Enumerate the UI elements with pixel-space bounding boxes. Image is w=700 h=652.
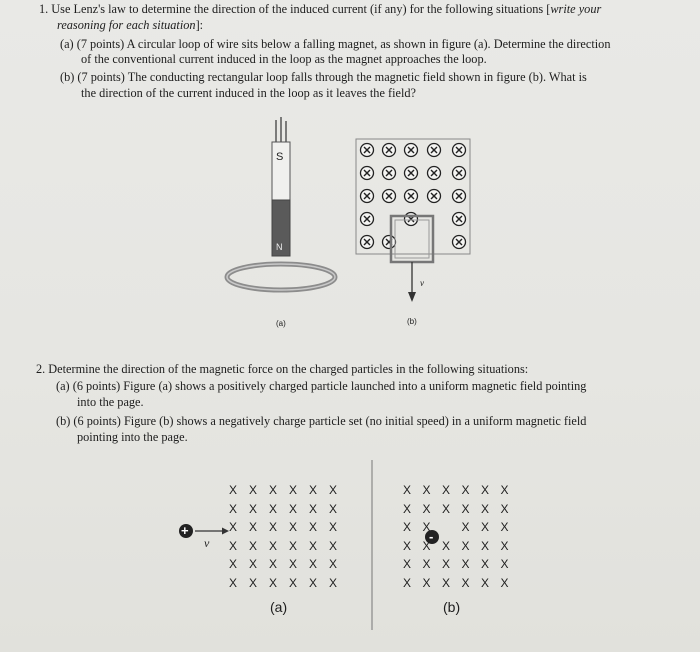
field-x-mark: X — [229, 483, 238, 497]
field-x-mark: X — [481, 575, 490, 590]
q1a-text-line2: of the conventional current induced in the loop as the magnet approaches the loop. — [81, 52, 487, 66]
field-x-mark: X — [461, 557, 470, 571]
field-x-mark: X — [229, 575, 238, 590]
field-x-mark: X — [442, 538, 451, 553]
q1-fig-a-north-pole-label: N — [276, 242, 283, 252]
field-x-mark: X — [309, 520, 318, 534]
q1-fig-b-velocity-label: v — [420, 278, 424, 288]
q2-fig-a-plus-sign: + — [181, 523, 189, 538]
field-x-mark: X — [442, 575, 451, 590]
q2b-text-line1: (b) (6 points) Figure (b) shows a negatively charge particle set (no initial speed) in a uniform magnetic field — [56, 414, 587, 428]
q2-fig-a-velocity-arrow — [195, 528, 229, 535]
field-x-mark: X — [442, 557, 451, 571]
field-x-mark: X — [403, 483, 412, 497]
field-x-mark: X — [289, 575, 298, 590]
field-x-mark: X — [500, 520, 509, 534]
field-x-mark: X — [309, 538, 318, 553]
field-x-mark: X — [249, 520, 258, 534]
q1-prompt-line1: 1. Use Lenz's law to determine the direction of the induced current (if any) for the following situations [write your — [39, 2, 602, 16]
field-x-mark: X — [403, 575, 412, 590]
field-x-mark: X — [481, 538, 490, 553]
field-x-mark: X — [461, 575, 470, 590]
field-x-mark: X — [442, 483, 451, 497]
field-x-mark: X — [249, 501, 258, 516]
q1b-text-line1: (b) (7 points) The conducting rectangular loop falls through the magnetic field shown in figure (b). What is — [60, 70, 587, 84]
field-x-mark: X — [481, 483, 490, 497]
field-x-mark: X — [500, 483, 509, 497]
field-x-mark: X — [249, 538, 258, 553]
field-x-mark: X — [289, 520, 298, 534]
field-x-mark: X — [461, 520, 470, 534]
q1-fig-a-caption: (a) — [276, 319, 286, 328]
field-x-mark: X — [309, 575, 318, 590]
field-x-mark: X — [481, 501, 490, 516]
field-x-mark: X — [269, 483, 278, 497]
field-x-mark: X — [309, 501, 318, 516]
field-x-mark: X — [500, 538, 509, 553]
field-x-mark: X — [229, 538, 238, 553]
field-x-mark: X — [329, 557, 338, 571]
field-x-mark: X — [289, 538, 298, 553]
q1b-text-line2: the direction of the current induced in the loop as it leaves the field? — [81, 86, 416, 100]
field-x-mark: X — [481, 557, 490, 571]
q2-fig-b-caption: (b) — [443, 599, 461, 615]
q2a-text-line2: into the page. — [77, 395, 144, 409]
field-x-mark: X — [422, 575, 431, 590]
q1a-text-line1: (a) (7 points) A circular loop of wire sits below a falling magnet, as shown in figure (a). Determine the direction — [60, 37, 611, 51]
field-x-mark: X — [269, 557, 278, 571]
field-x-mark: X — [329, 501, 338, 516]
field-x-mark: X — [403, 538, 412, 553]
field-x-mark: X — [329, 538, 338, 553]
field-x-mark: X — [422, 483, 431, 497]
field-x-mark: X — [403, 520, 412, 534]
field-x-mark: X — [500, 557, 509, 571]
q1-fig-b-caption: (b) — [407, 317, 417, 326]
field-x-mark: X — [329, 520, 338, 534]
field-x-mark: X — [309, 483, 318, 497]
q1-prompt-line2: reasoning for each situation]: — [57, 18, 204, 32]
field-x-mark: X — [461, 538, 470, 553]
field-x-mark: X — [481, 520, 490, 534]
q2-fig-a-caption: (a) — [270, 599, 288, 615]
q1-fig-a-south-pole-label: S — [276, 151, 284, 163]
field-x-mark: X — [289, 483, 298, 497]
field-x-mark: X — [442, 501, 451, 516]
field-x-mark: X — [249, 557, 258, 571]
field-x-mark: X — [289, 557, 298, 571]
field-x-mark: X — [329, 483, 338, 497]
field-x-mark: X — [249, 483, 258, 497]
field-x-mark: X — [229, 520, 238, 534]
q2-fig-a-velocity-label: v — [204, 536, 210, 550]
q1-write-your: write your — [550, 2, 602, 16]
q2-prompt: 2. Determine the direction of the magnetic force on the charged particles in the following situations: — [36, 362, 529, 376]
field-x-mark: X — [269, 538, 278, 553]
field-x-mark: X — [403, 501, 412, 516]
field-x-mark: X — [269, 501, 278, 516]
q2-fig-b-minus-sign: - — [429, 529, 434, 544]
field-x-mark: X — [422, 520, 431, 534]
field-x-mark: X — [500, 501, 509, 516]
field-x-mark: X — [461, 501, 470, 516]
field-x-mark: X — [309, 557, 318, 571]
field-x-mark: X — [249, 575, 258, 590]
field-x-mark: X — [329, 575, 338, 590]
field-x-mark: X — [422, 538, 431, 553]
field-x-mark: X — [422, 501, 431, 516]
field-x-mark: X — [461, 483, 470, 497]
field-x-mark: X — [403, 557, 412, 571]
q2b-text-line2: pointing into the page. — [77, 430, 188, 444]
field-x-mark: X — [229, 557, 238, 571]
field-x-mark: X — [269, 575, 278, 590]
field-x-mark: X — [269, 520, 278, 534]
field-x-mark: X — [289, 501, 298, 516]
field-x-mark: X — [229, 501, 238, 516]
q2a-text-line1: (a) (6 points) Figure (a) shows a positively charged particle launched into a uniform magnetic field pointing — [56, 379, 587, 393]
field-x-mark: X — [500, 575, 509, 590]
field-x-mark: X — [422, 557, 431, 571]
